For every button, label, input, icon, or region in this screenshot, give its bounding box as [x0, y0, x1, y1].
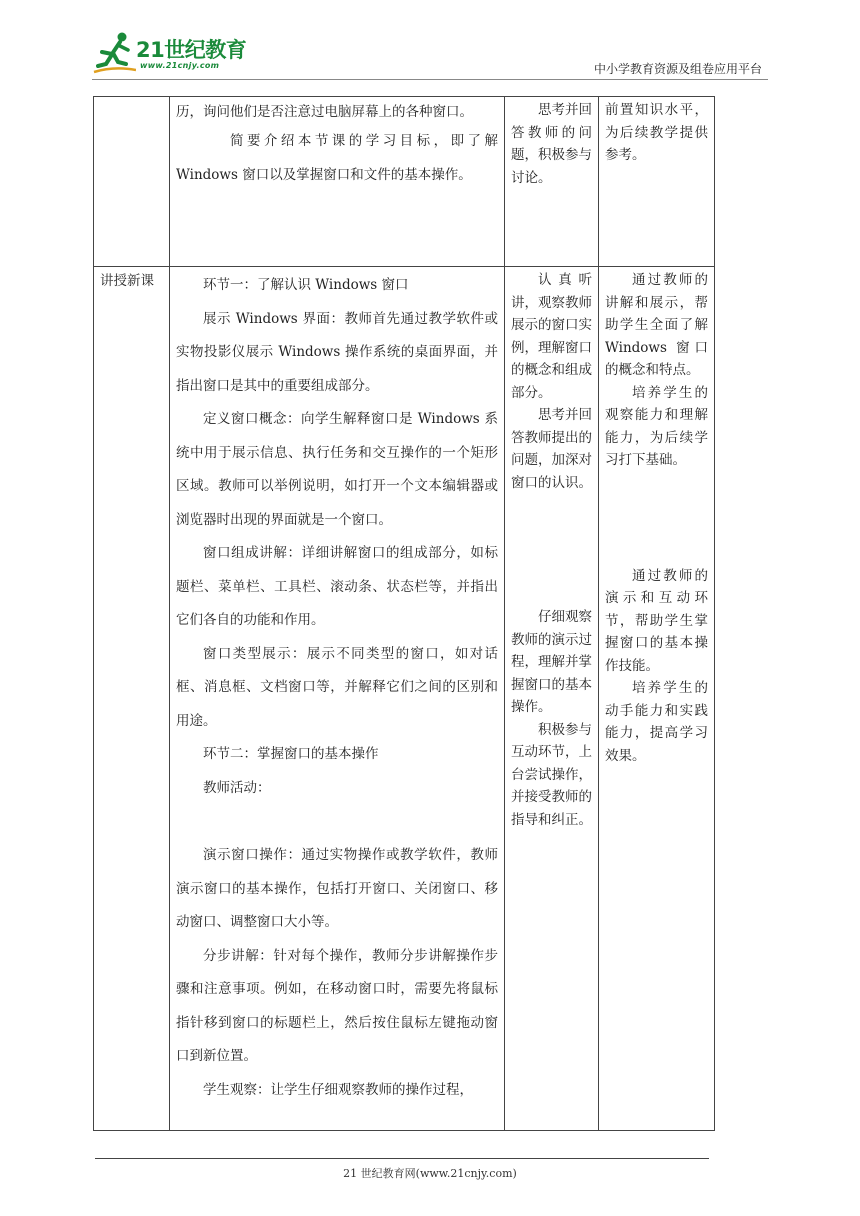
paragraph: 简要介绍本节课的学习目标，即了解 Windows 窗口以及掌握窗口和文件的基本操作。 [176, 133, 498, 183]
lesson-plan-table [93, 96, 715, 1131]
student-activity-cell [505, 97, 599, 267]
logo-wordmark: 21世纪教育 [136, 38, 247, 62]
logo-url: www.21cnjy.com [140, 61, 220, 70]
header-tagline: 中小学教育资源及组卷应用平台 [593, 62, 762, 76]
paragraph: 历，询问他们是否注意过电脑屏幕上的各种窗口。 [176, 104, 473, 120]
paragraph: 窗口类型展示：展示不同类型的窗口，如对话框、消息框、文档窗口等，并解释它们之间的区别和用途。 [176, 645, 498, 729]
paragraph: 思考并回答教师的问题，积极参与讨论。 [511, 102, 592, 186]
paragraph: 窗口组成讲解：详细讲解窗口的组成部分，如标题栏、菜单栏、工具栏、滚动条、状态栏等，并指出它们各自的功能和作用。 [176, 545, 498, 628]
spacer [605, 472, 708, 565]
paragraph: 积极参与互动环节，上台尝试操作，并接受教师的指导和纠正。 [511, 721, 592, 828]
paragraph: 展示 Windows 界面：教师首先通过教学软件或实物投影仪展示 Windows 操作系统的桌面界面，并指出窗口是其中的重要组成部分。 [176, 310, 498, 394]
paragraph: 培养学生的动手能力和实践能力，提高学习效果。 [605, 680, 708, 764]
teacher-activity-cell [170, 267, 505, 1131]
paragraph: 前置知识水平，为后续教学提供参考。 [605, 102, 708, 163]
section-heading: 环节二：掌握窗口的基本操作 [203, 746, 379, 762]
paragraph: 通过教师的演示和互动环节，帮助学生掌握窗口的基本操作技能。 [605, 567, 708, 674]
table-row [94, 267, 715, 1131]
paragraph: 学生观察：让学生仔细观察教师的操作过程， [203, 1081, 473, 1098]
design-intent-cell [599, 97, 715, 267]
paragraph: 培养学生的观察能力和理解能力，为后续学习打下基础。 [605, 384, 708, 468]
paragraph: 思考并回答教师提出的问题，加深对窗口的认识。 [511, 407, 592, 491]
spacer [176, 805, 498, 839]
paragraph: 演示窗口操作：通过实物操作或教学软件，教师演示窗口的基本操作，包括打开窗口、关闭窗口、移动窗口、调整窗口大小等。 [176, 847, 498, 930]
student-activity-cell [505, 267, 599, 1131]
stage-cell: 讲授新课 [94, 267, 170, 1131]
site-logo[interactable] [92, 30, 262, 78]
stage-cell [94, 97, 170, 267]
paragraph: 教师活动： [203, 779, 271, 796]
spacer [511, 494, 592, 606]
table-row [94, 97, 715, 267]
paragraph: 定义窗口概念：向学生解释窗口是 Windows 系统中用于展示信息、执行任务和交互操作的一个矩形区域。教师可以举例说明，如打开一个文本编辑器或浏览器时出现的界面就是一个窗口。 [176, 411, 498, 528]
header-divider [92, 79, 768, 80]
footer-divider [95, 1158, 709, 1159]
page-header [92, 30, 768, 80]
paragraph: 通过教师的讲解和展示，帮助学生全面了解 Windows 窗口的概念和特点。 [605, 272, 708, 378]
paragraph: 分步讲解：针对每个操作，教师分步讲解操作步骤和注意事项。例如，在移动窗口时，需要先将鼠标指针移到窗口的标题栏上，然后按住鼠标左键拖动窗口到新位置。 [176, 947, 498, 1064]
paragraph: 认真听讲，观察教师展示的窗口实例，理解窗口的概念和组成部分。 [511, 272, 592, 401]
design-intent-cell [599, 267, 715, 1131]
paragraph: 仔细观察教师的演示过程，理解并掌握窗口的基本操作。 [511, 609, 592, 715]
teacher-activity-cell [170, 97, 505, 267]
runner-logo-icon [92, 30, 136, 76]
page-footer[interactable]: 21 世纪教育网(www.21cnjy.com) [343, 1167, 517, 1180]
section-heading: 环节一：了解认识 Windows 窗口 [203, 277, 409, 293]
